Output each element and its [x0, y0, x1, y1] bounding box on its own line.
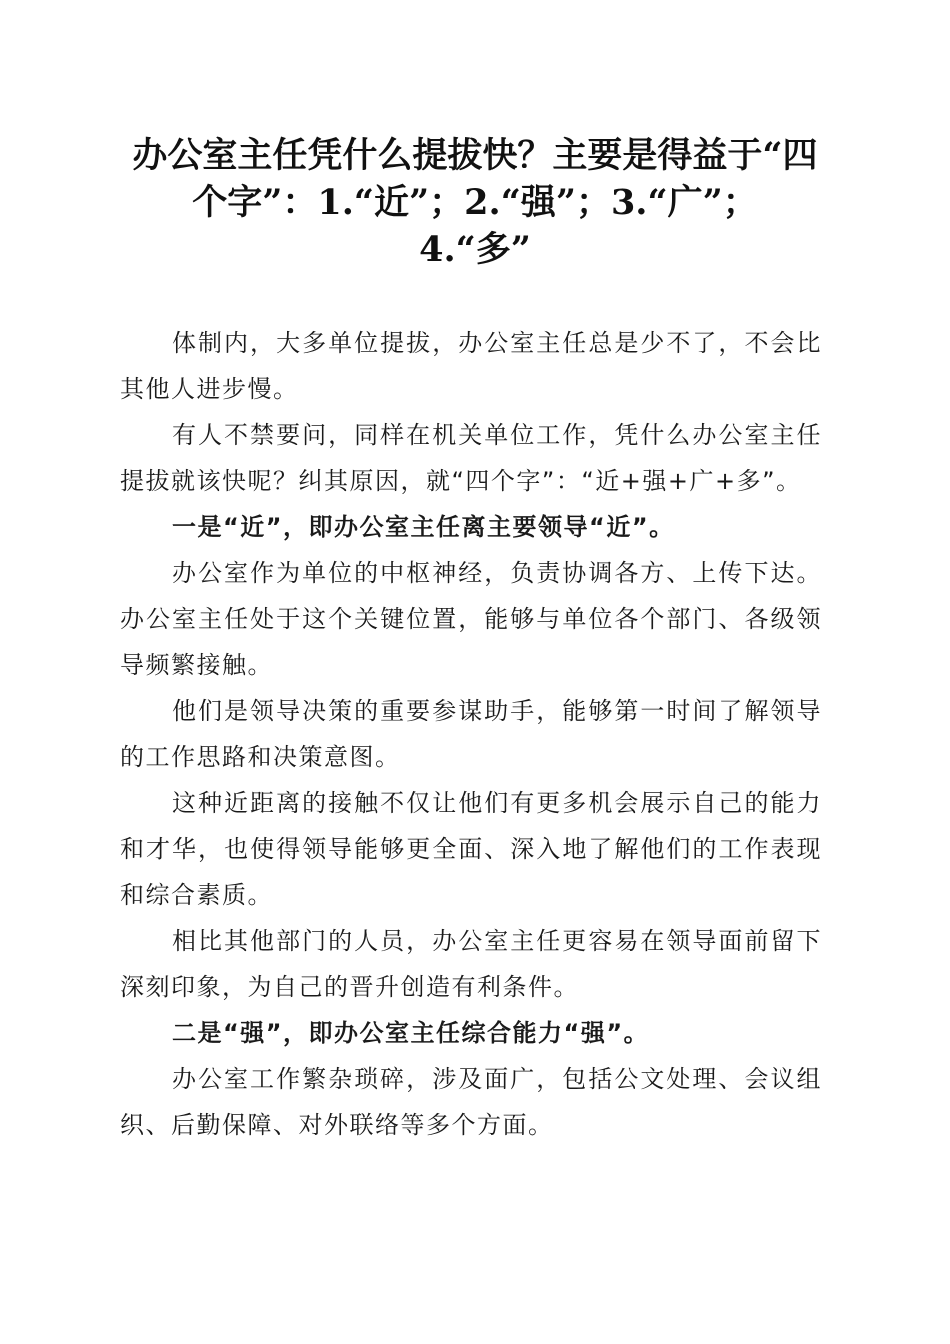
paragraph-question: 有人不禁要问，同样在机关单位工作，凭什么办公室主任提拔就该快呢？纠其原因，就“四个字”：“近+强+广+多”。	[120, 421, 822, 495]
paragraph-close-contact: 这种近距离的接触不仅让他们有更多机会展示自己的能力和才华，也使得领导能够更全面、深入地了解他们的工作表现和综合素质。	[120, 789, 822, 909]
title-line-1: 办公室主任凭什么提拔快？主要是得益于“四	[132, 135, 818, 176]
section-heading-near: 一是“近”，即办公室主任离主要领导“近”。	[172, 513, 675, 541]
section-heading-strong: 二是“强”，即办公室主任综合能力“强”。	[172, 1019, 650, 1047]
paragraph-office-role: 办公室作为单位的中枢神经，负责协调各方、上传下达。办公室主任处于这个关键位置，能够与单位各个部门、各级领导频繁接触。	[120, 559, 822, 679]
document-title	[110, 132, 840, 273]
paragraph-impression: 相比其他部门的人员，办公室主任更容易在领导面前留下深刻印象，为自己的晋升创造有利条件。	[120, 927, 822, 1001]
paragraph-advisor: 他们是领导决策的重要参谋助手，能够第一时间了解领导的工作思路和决策意图。	[120, 697, 822, 771]
document-body	[120, 320, 822, 1148]
title-line-3: 4.“多”	[419, 229, 531, 270]
paragraph-intro: 体制内，大多单位提拔，办公室主任总是少不了，不会比其他人进步慢。	[120, 329, 822, 403]
paragraph-office-work: 办公室工作繁杂琐碎，涉及面广，包括公文处理、会议组织、后勤保障、对外联络等多个方面。	[120, 1065, 822, 1139]
title-line-2: 个字”：1.“近”；2.“强”；3.“广”；	[192, 182, 758, 223]
